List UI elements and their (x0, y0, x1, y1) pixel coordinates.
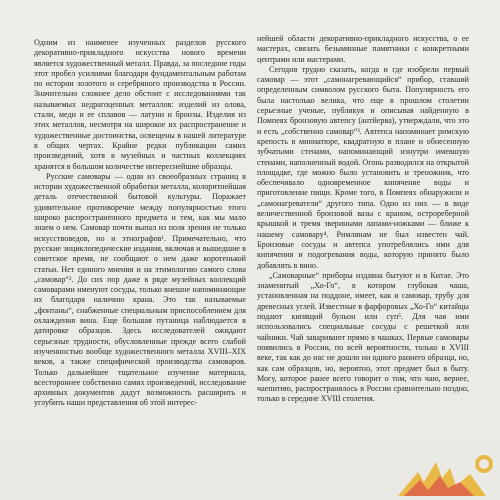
paragraph: Сегодня трудно сказать, когда и где изобрели первый самовар — этот „самонагревающийся“ прибор, ставший определенным символом русского быта. Популярность его была настолько велика, что еще в прошлом столетии серьезные ученые, публикуя и описывая найденную в Помпеях бронзовую автепсу (антйерва), утверждали, что это и есть „собственно самовар“³. Автепса напоминает римскую крепость в миниатюре, квадратную в плане и обнесенную зубчатыми стенами, напоминающий изнутри имевшую стенами, наполненный водой. Огонь разводился на открытой площадке, где можно было установить и треножник, что обеспечивало одновременное кипячение воды и приготовление пищи. Кроме того, в Помпеях обнаружили и „самонагреватели“ другого типа. Одно из них — в виде величественной бронзовой вазы с краном, острореберной крышкой и тремя звериными лапами-ножками — ближе к нашему самовару⁴. Римлянам не был известен чай. Бронзовые сосуды и автепса употреблялись ими для кипячения и подогревания воды, которую принято было добавлять в вино. (257, 64, 469, 270)
paragraph: Русские самовары — одни из своеобразных страниц в истории художественной обработки металла, колоритнейшая деталь отечественной бытовой культуры. Поражает удивительное противоречие между популярностью этого широко распространенного предмета и тем, как мы мало знаем о нем. Самовар почти выпал из поля зрения не только искусствоведов, но и этнографов¹. Примечательно, что русские энциклопедические издания, включая и вышедшие в советское время, не сообщают о нем даже коротенькой статьи. Нет единого мнения и на этимологию самого слова „самовар“². До сих пор даже в ряде музейных коллекций самоварами именуют сосуды, только внешне напоминающие их благодаря наличию крана. Это так называемые „фонтаны“, снабженные специальным приспособлением для охлаждения вина. Еще большая путаница наблюдается в датировке образцов. Здесь исследователей ожидают серьезные трудности, обусловленные прежде всего слабой изученностью вообще художественного металла XVIII–XIX веков, а также специфической производства самоваров. Только дальнейшее тщательное изучение материала, всестороннее собственно самих произведений, исследование архивных документов дадут возможность расширить и углубить наши представления об этой интерес- (34, 171, 246, 408)
corner-watermark-stamp (390, 452, 500, 500)
paragraph: Одним из наименее изученных разделов русского декоративно-прикладного искусства нового времени является художественный металл. Правда, за последние годы этот пробел усилиями благодаря фундаментальным работам по истории золотого и серебряного производства в России. Значительно сложнее дело обстоит с исследованиями так называемых недрагоценных металлов: изделий из олова, стали, меди и ее сплавов — латуни и бронзы. Изделия из этих металлов, несмотря на широкое их распространение и художественные достоинства, освещены в нашей литературе в общих чертах. Крайне редки публикации самих произведений, хотя в музейных и частных коллекциях хранятся в большом количестве интереснейшие образцы. (34, 38, 246, 171)
right-text-column (257, 34, 469, 405)
paragraph: „Самоварные“ приборы издавна бытуют и в Китае. Это знаменитый „Хо-Го“, в котором глубокая чаша, установленная на поддоне, имеет, как и самовар, трубу для древесных углей. Известные в фарфоровых „Хо-Го“ китайцы подают кипящий бульон или суп⁵. Для чая ими использовались специальные сосуды с решеткой или чайники. Чай заваривают прямо в чашках. Первые самовары появились в России, по всей вероятности, только в XVIII веке, так как до нас не дошло ни одного раннего образца, но, как сам образцов, но, вероятно, этот предмет был в быту. Могу, которое ранее всего говорит о том, что чаю, вернее, чаепитию, распространялось в России сравнительно поздно, только в середине XVIII столетия. (257, 270, 469, 404)
left-text-column (34, 38, 246, 409)
paragraph: нейшей области декоративно-прикладного искусства, о ее мастерах, связать безымянные памятники с конкретными центрами или мастерами. (257, 34, 469, 64)
